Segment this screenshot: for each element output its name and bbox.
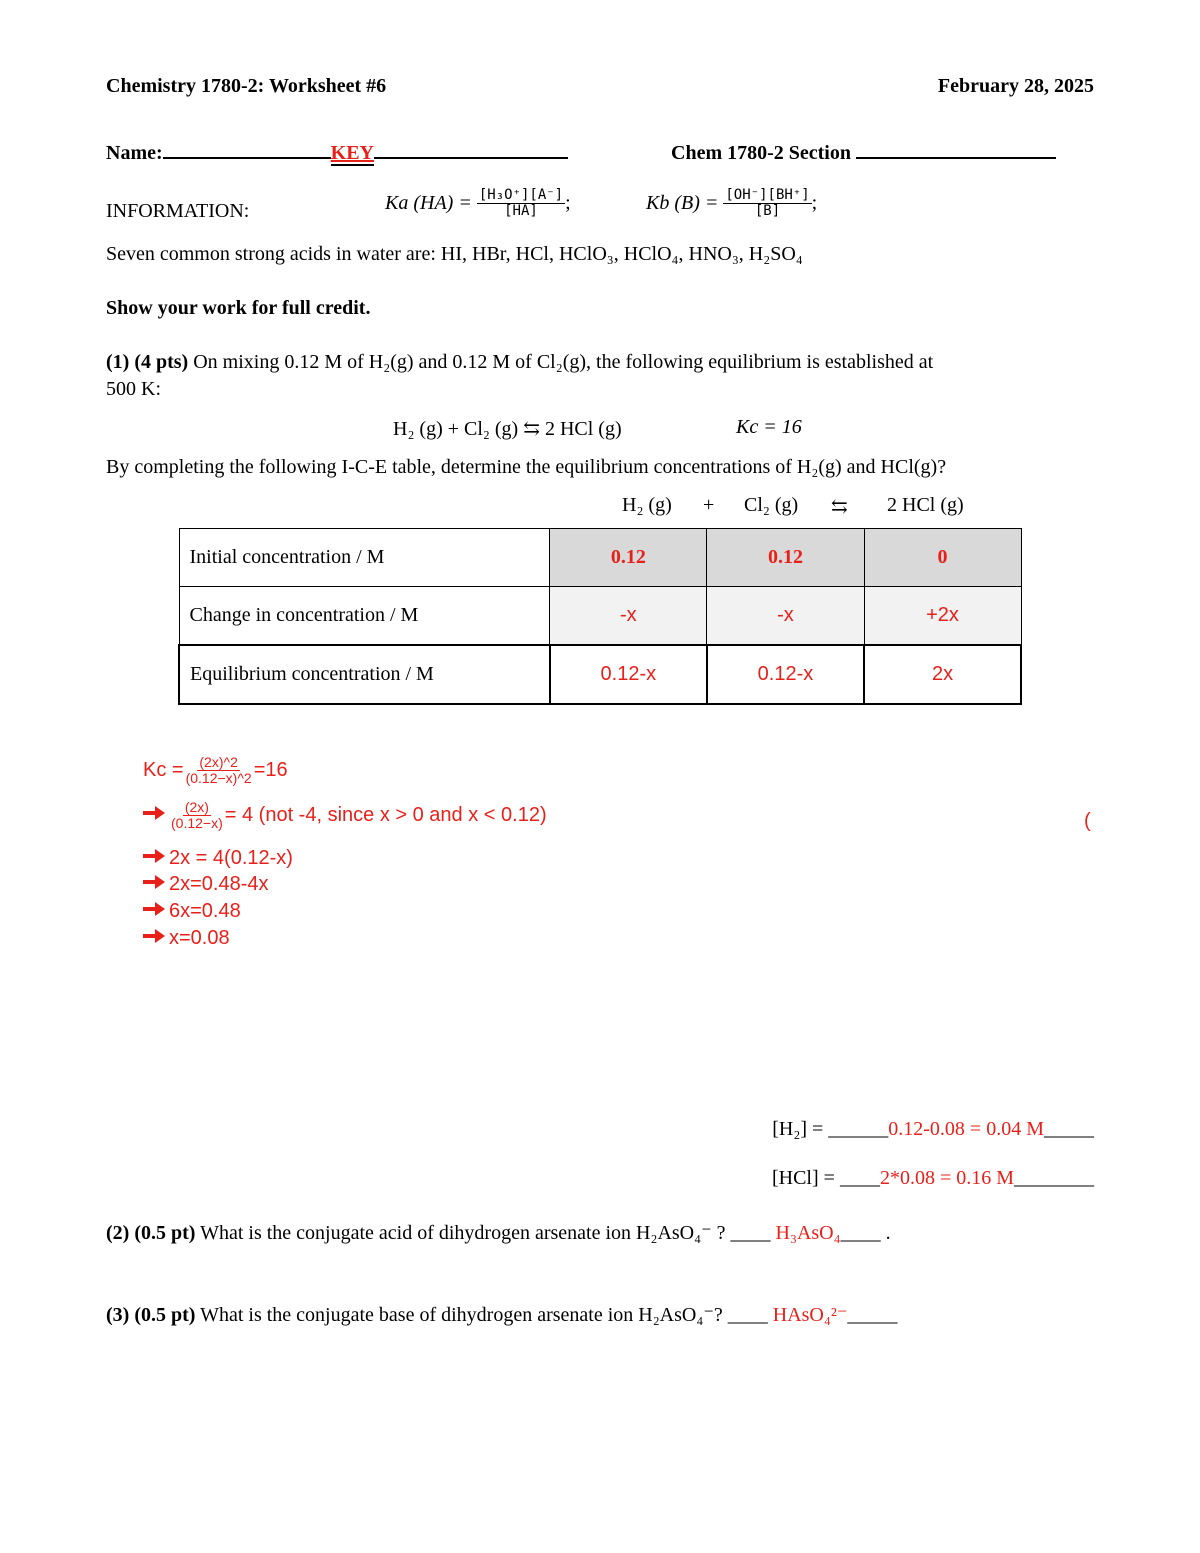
q3-answer[interactable]: HAsO₄²⁻ xyxy=(772,1304,848,1326)
q3-text: What is the conjugate base of dihydrogen arsenate ion H₂AsO₄⁻? xyxy=(200,1304,723,1326)
arrow-icon xyxy=(143,873,169,896)
kb-expression xyxy=(646,188,817,220)
q2-number: (2) xyxy=(106,1222,130,1244)
q1-line2: 500 K: xyxy=(106,378,161,400)
cell-initial-cl2[interactable]: 0.12 xyxy=(707,529,864,587)
arrow-icon xyxy=(143,804,169,827)
section-label: Chem 1780-2 Section xyxy=(671,142,851,164)
q3-number: (3) xyxy=(106,1304,130,1326)
q1-line1: On mixing 0.12 M of H₂(g) and 0.12 M of Cl₂(g), the following equilibrium is established at xyxy=(193,351,934,373)
eq-arrow: ⇆ xyxy=(831,496,848,518)
table-row xyxy=(179,529,1021,587)
work-step3: 2x=0.48-4x xyxy=(143,873,269,896)
work-kc-rhs: =16 xyxy=(253,759,288,782)
row-label-change: Change in concentration / M xyxy=(179,587,550,646)
q1-reaction: H₂ (g) + Cl₂ (g) ⇆ 2 HCl (g) xyxy=(393,418,622,440)
work-step4: 6x=0.48 xyxy=(143,900,241,923)
answer-h2: [H₂] = ______0.12-0.08 = 0.04 M_____ xyxy=(772,1118,1094,1140)
ka-sep: ; xyxy=(565,192,571,215)
work-step5: x=0.08 xyxy=(143,927,230,950)
answer-hcl-value[interactable]: 2*0.08 = 0.16 M xyxy=(879,1167,1014,1189)
answer-hcl: [HCl] = ____2*0.08 = 0.16 M________ xyxy=(771,1167,1094,1189)
row-label-equilibrium: Equilibrium concentration / M xyxy=(179,645,550,704)
info-label: INFORMATION: xyxy=(106,200,250,222)
eq-plus: + xyxy=(703,494,715,516)
work-step1-rhs: = 4 (not -4, since x > 0 and x < 0.12) xyxy=(224,804,547,827)
q2-text: What is the conjugate acid of dihydrogen arsenate ion H₂AsO₄⁻ ? xyxy=(200,1222,726,1244)
table-row xyxy=(179,645,1021,704)
kb-sep: ; xyxy=(811,192,818,215)
cell-initial-hcl[interactable]: 0 xyxy=(864,529,1021,587)
ka-numerator: [H₃O⁺][A⁻] xyxy=(478,187,564,203)
q2-answer[interactable]: H₃AsO₄ xyxy=(775,1222,841,1244)
name-blank-tail[interactable] xyxy=(374,137,568,159)
cell-eq-cl2[interactable]: 0.12-x xyxy=(707,645,864,704)
eq-hcl: 2 HCl (g) xyxy=(887,494,964,516)
section-blank[interactable] xyxy=(856,137,1056,159)
table-row xyxy=(179,587,1021,646)
q3-points: (0.5 pt) xyxy=(134,1304,196,1326)
work-step2: 2x = 4(0.12-x) xyxy=(143,847,293,870)
q1-kc: Kc = 16 xyxy=(736,416,802,438)
stray-paren: ( xyxy=(1084,810,1091,832)
kb-denominator: [B] xyxy=(754,203,781,220)
section-row xyxy=(671,137,1056,165)
cell-eq-h2[interactable]: 0.12-x xyxy=(550,645,707,704)
cell-change-h2[interactable]: -x xyxy=(550,587,707,646)
kb-numerator: [OH⁻][BH⁺] xyxy=(725,187,810,203)
cell-eq-hcl[interactable]: 2x xyxy=(864,645,1021,704)
cell-initial-h2[interactable]: 0.12 xyxy=(550,529,707,587)
work-step1-den: (0.12−x) xyxy=(171,815,223,832)
eq-cl2: Cl₂ (g) xyxy=(744,494,799,516)
q1-points: (4 pts) xyxy=(134,351,189,373)
ka-lhs: Ka (HA) = xyxy=(385,192,472,215)
row-label-initial: Initial concentration / M xyxy=(179,529,550,587)
q1-number: (1) xyxy=(106,351,130,373)
ka-denominator: [HA] xyxy=(504,203,538,220)
name-row xyxy=(106,137,568,165)
work-kc xyxy=(143,755,288,787)
q3-row: (3) (0.5 pt) What is the conjugate base of dihydrogen arsenate ion H₂AsO₄⁻? ____ HAsO₄²⁻_____ xyxy=(106,1304,898,1326)
course-title: Chemistry 1780-2: Worksheet #6 xyxy=(106,75,387,97)
cell-change-cl2[interactable]: -x xyxy=(707,587,864,646)
work-kc-lhs: Kc = xyxy=(143,759,184,782)
work-kc-den: (0.12−x)^2 xyxy=(185,770,252,787)
name-label: Name: xyxy=(106,142,163,164)
answer-h2-value[interactable]: 0.12-0.08 = 0.04 M xyxy=(888,1118,1044,1140)
q1-text xyxy=(106,351,1096,374)
work-kc-num: (2x)^2 xyxy=(199,754,238,770)
ka-expression xyxy=(385,188,571,220)
q2-points: (0.5 pt) xyxy=(134,1222,196,1244)
name-blank[interactable] xyxy=(163,137,331,159)
instruction: Show your work for full credit. xyxy=(106,297,371,319)
ice-table xyxy=(178,528,1022,705)
arrow-icon xyxy=(143,927,169,950)
worksheet-date: February 28, 2025 xyxy=(937,75,1094,97)
arrow-icon xyxy=(143,847,169,870)
strong-acids-text: Seven common strong acids in water are: HI, HBr, HCl, HClO₃, HClO₄, HNO₃, H₂SO₄ xyxy=(106,243,803,265)
eq-h2: H₂ (g) xyxy=(622,494,672,516)
arrow-icon xyxy=(143,900,169,923)
kb-lhs: Kb (B) = xyxy=(646,192,719,215)
q2-row: (2) (0.5 pt) What is the conjugate acid of dihydrogen arsenate ion H₂AsO₄⁻ ? ____ H₃AsO₄____ . xyxy=(106,1222,891,1244)
q1-prompt: By completing the following I-C-E table, determine the equilibrium concentrations of H₂(g) and HCl(g)? xyxy=(106,456,947,478)
name-value: KEY xyxy=(330,142,374,164)
work-step1-num: (2x) xyxy=(184,799,209,815)
work-step1 xyxy=(143,800,547,832)
cell-change-hcl[interactable]: +2x xyxy=(864,587,1021,646)
